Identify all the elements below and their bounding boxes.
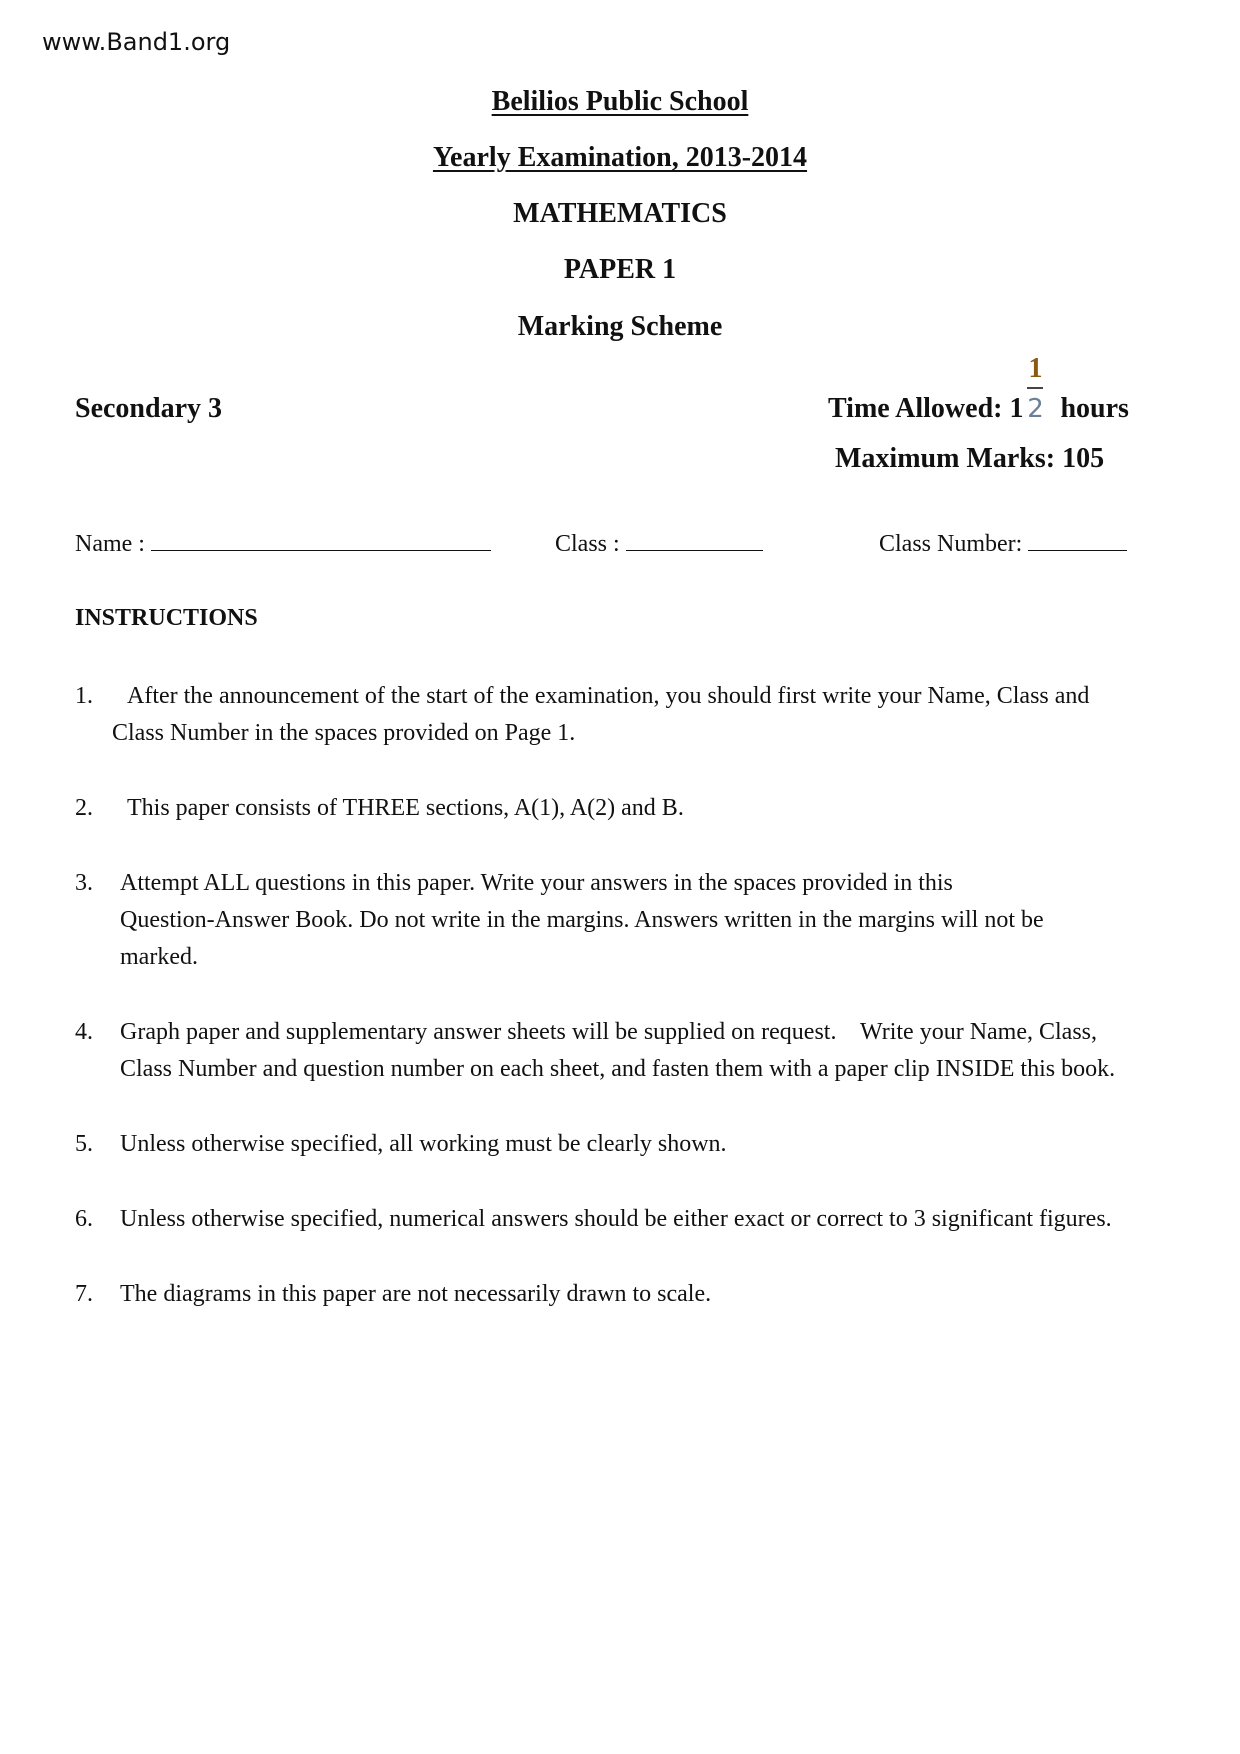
instruction-line: Attempt ALL questions in this paper. Write your answers in the spaces provided in this <box>120 870 953 896</box>
instruction-line: Unless otherwise specified, numerical answers should be either exact or correct to 3 significant figures. <box>120 1206 1112 1232</box>
class-field <box>555 530 763 558</box>
instructions-title: INSTRUCTIONS <box>75 605 258 631</box>
name-blank-line[interactable] <box>151 530 491 551</box>
name-label: Name : <box>75 531 145 557</box>
fraction-numerator: 1 <box>1028 353 1043 384</box>
subject-title: MATHEMATICS <box>513 198 727 229</box>
paper-title: PAPER 1 <box>563 254 677 285</box>
exam-title: Yearly Examination, 2013-2014 <box>432 142 808 173</box>
instruction-line: Question-Answer Book. Do not write in the margins. Answers written in the margins will not be <box>120 907 1044 933</box>
instruction-line: Class Number and question number on each sheet, and fasten them with a paper clip INSIDE this book. <box>120 1056 1116 1082</box>
class-number-label: Class Number: <box>879 531 1023 557</box>
fraction-denominator: 2 <box>1027 394 1044 424</box>
instruction-line: marked. <box>120 944 198 970</box>
school-name: Belilios Public School <box>491 86 749 117</box>
class-number-blank-line[interactable] <box>1028 530 1127 551</box>
instruction-line: Unless otherwise specified, all working must be clearly shown. <box>120 1131 727 1157</box>
instruction-number: 5. <box>75 1131 93 1157</box>
instruction-line: The diagrams in this paper are not necessarily drawn to scale. <box>120 1281 712 1307</box>
instruction-number: 4. <box>75 1019 93 1045</box>
class-number-field <box>879 530 1127 558</box>
document-type: Marking Scheme <box>517 311 723 342</box>
instruction-number: 6. <box>75 1206 93 1232</box>
level-label: Secondary 3 <box>75 393 222 424</box>
time-allowed <box>828 353 1129 425</box>
instruction-line: This paper consists of THREE sections, A(1), A(2) and B. <box>127 795 684 821</box>
instruction-number: 7. <box>75 1281 93 1307</box>
class-label: Class : <box>555 531 620 557</box>
instruction-number: 2. <box>75 795 93 821</box>
class-blank-line[interactable] <box>626 530 763 551</box>
time-unit: hours <box>1060 393 1129 424</box>
instruction-item-1 <box>75 678 1175 752</box>
name-field <box>75 530 491 558</box>
instruction-line: Graph paper and supplementary answer sheets will be supplied on request. Write your Name, Class, <box>120 1019 1098 1045</box>
watermark-url: www.Band1.org <box>42 28 231 56</box>
instruction-number: 3. <box>75 870 93 896</box>
maximum-marks: Maximum Marks: 105 <box>835 443 1105 474</box>
instruction-line: After the announcement of the start of the examination, you should first write your Name, Class and <box>127 683 1090 709</box>
time-fraction <box>1024 353 1046 425</box>
instruction-line: Class Number in the spaces provided on Page 1. <box>112 720 576 746</box>
fraction-bar <box>1027 387 1043 389</box>
time-allowed-label: Time Allowed: 1 <box>828 393 1024 424</box>
instruction-number: 1. <box>75 683 93 709</box>
